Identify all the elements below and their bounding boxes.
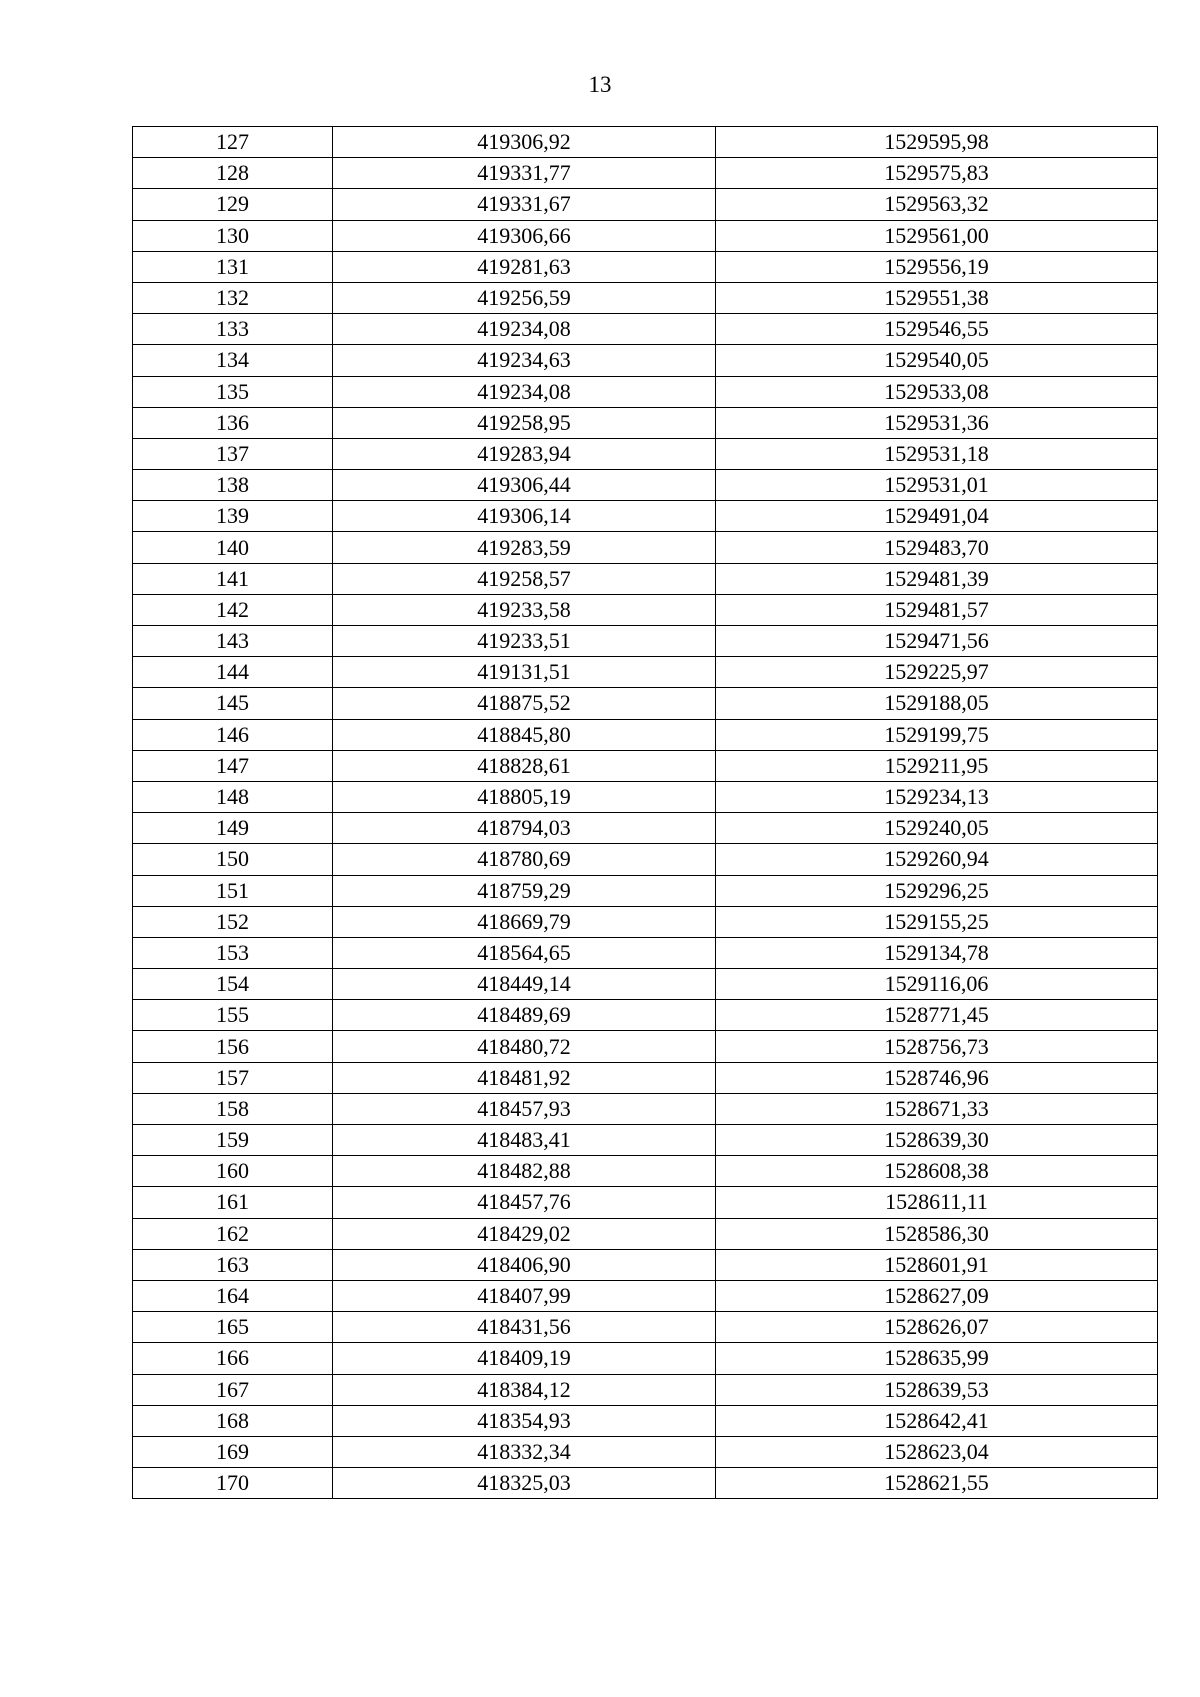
x-coordinate-cell: 419306,14 [333,501,716,532]
point-number-cell: 128 [133,158,333,189]
table-row [133,688,1158,719]
table-row [133,969,1158,1000]
point-number-cell: 165 [133,1312,333,1343]
y-coordinate-cell: 1529481,39 [716,563,1158,594]
y-coordinate-cell: 1528635,99 [716,1343,1158,1374]
x-coordinate-cell: 419234,08 [333,314,716,345]
y-coordinate-cell: 1529155,25 [716,906,1158,937]
point-number-cell: 153 [133,937,333,968]
x-coordinate-cell: 418564,65 [333,937,716,968]
y-coordinate-cell: 1529260,94 [716,844,1158,875]
point-number-cell: 162 [133,1218,333,1249]
coordinates-table [132,126,1158,1499]
x-coordinate-cell: 418669,79 [333,906,716,937]
y-coordinate-cell: 1528601,91 [716,1249,1158,1280]
x-coordinate-cell: 418845,80 [333,719,716,750]
y-coordinate-cell: 1529234,13 [716,781,1158,812]
table-row [133,657,1158,688]
table-row [133,1031,1158,1062]
y-coordinate-cell: 1529471,56 [716,626,1158,657]
y-coordinate-cell: 1529211,95 [716,750,1158,781]
table-row [133,1093,1158,1124]
point-number-cell: 132 [133,282,333,313]
table-row [133,750,1158,781]
x-coordinate-cell: 418482,88 [333,1156,716,1187]
x-coordinate-cell: 418480,72 [333,1031,716,1062]
x-coordinate-cell: 418457,93 [333,1093,716,1124]
x-coordinate-cell: 418431,56 [333,1312,716,1343]
point-number-cell: 139 [133,501,333,532]
point-number-cell: 148 [133,781,333,812]
point-number-cell: 157 [133,1062,333,1093]
y-coordinate-cell: 1529225,97 [716,657,1158,688]
y-coordinate-cell: 1529575,83 [716,158,1158,189]
x-coordinate-cell: 418384,12 [333,1374,716,1405]
x-coordinate-cell: 419283,59 [333,532,716,563]
x-coordinate-cell: 419306,66 [333,220,716,251]
y-coordinate-cell: 1529531,18 [716,438,1158,469]
y-coordinate-cell: 1529531,01 [716,470,1158,501]
table-row [133,719,1158,750]
point-number-cell: 166 [133,1343,333,1374]
point-number-cell: 170 [133,1468,333,1499]
y-coordinate-cell: 1528671,33 [716,1093,1158,1124]
point-number-cell: 159 [133,1125,333,1156]
table-row [133,407,1158,438]
point-number-cell: 135 [133,376,333,407]
table-row [133,626,1158,657]
x-coordinate-cell: 418332,34 [333,1436,716,1467]
table-row [133,1125,1158,1156]
page-number: 13 [588,72,612,97]
point-number-cell: 141 [133,563,333,594]
y-coordinate-cell: 1528771,45 [716,1000,1158,1031]
table-row [133,1249,1158,1280]
y-coordinate-cell: 1529533,08 [716,376,1158,407]
y-coordinate-cell: 1528608,38 [716,1156,1158,1187]
table-row [133,470,1158,501]
y-coordinate-cell: 1529116,06 [716,969,1158,1000]
x-coordinate-cell: 419283,94 [333,438,716,469]
x-coordinate-cell: 419131,51 [333,657,716,688]
table-row [133,282,1158,313]
x-coordinate-cell: 419256,59 [333,282,716,313]
table-row [133,1374,1158,1405]
point-number-cell: 136 [133,407,333,438]
point-number-cell: 168 [133,1405,333,1436]
point-number-cell: 129 [133,189,333,220]
table-row [133,1218,1158,1249]
point-number-cell: 167 [133,1374,333,1405]
y-coordinate-cell: 1528586,30 [716,1218,1158,1249]
y-coordinate-cell: 1528621,55 [716,1468,1158,1499]
y-coordinate-cell: 1529483,70 [716,532,1158,563]
y-coordinate-cell: 1528639,30 [716,1125,1158,1156]
x-coordinate-cell: 418354,93 [333,1405,716,1436]
table-row [133,1000,1158,1031]
table-row [133,1436,1158,1467]
x-coordinate-cell: 419234,08 [333,376,716,407]
table-row [133,345,1158,376]
y-coordinate-cell: 1528623,04 [716,1436,1158,1467]
x-coordinate-cell: 419258,95 [333,407,716,438]
x-coordinate-cell: 418483,41 [333,1125,716,1156]
table-row [133,1405,1158,1436]
point-number-cell: 147 [133,750,333,781]
y-coordinate-cell: 1529563,32 [716,189,1158,220]
point-number-cell: 138 [133,470,333,501]
table-row [133,127,1158,158]
x-coordinate-cell: 418780,69 [333,844,716,875]
table-row [133,1468,1158,1499]
table-row [133,1343,1158,1374]
x-coordinate-cell: 419331,67 [333,189,716,220]
y-coordinate-cell: 1529491,04 [716,501,1158,532]
y-coordinate-cell: 1529531,36 [716,407,1158,438]
x-coordinate-cell: 419233,51 [333,626,716,657]
table-row [133,1062,1158,1093]
table-row [133,532,1158,563]
point-number-cell: 130 [133,220,333,251]
y-coordinate-cell: 1529540,05 [716,345,1158,376]
x-coordinate-cell: 419233,58 [333,594,716,625]
y-coordinate-cell: 1529199,75 [716,719,1158,750]
point-number-cell: 142 [133,594,333,625]
x-coordinate-cell: 418481,92 [333,1062,716,1093]
x-coordinate-cell: 418794,03 [333,813,716,844]
x-coordinate-cell: 419234,63 [333,345,716,376]
point-number-cell: 169 [133,1436,333,1467]
point-number-cell: 152 [133,906,333,937]
table-row [133,875,1158,906]
table-row [133,158,1158,189]
point-number-cell: 156 [133,1031,333,1062]
table-row [133,376,1158,407]
y-coordinate-cell: 1529134,78 [716,937,1158,968]
x-coordinate-cell: 419306,44 [333,470,716,501]
x-coordinate-cell: 418805,19 [333,781,716,812]
table-row [133,1280,1158,1311]
y-coordinate-cell: 1529556,19 [716,251,1158,282]
y-coordinate-cell: 1528611,11 [716,1187,1158,1218]
table-row [133,781,1158,812]
point-number-cell: 150 [133,844,333,875]
y-coordinate-cell: 1528746,96 [716,1062,1158,1093]
point-number-cell: 131 [133,251,333,282]
y-coordinate-cell: 1529188,05 [716,688,1158,719]
table-row [133,937,1158,968]
y-coordinate-cell: 1529240,05 [716,813,1158,844]
point-number-cell: 133 [133,314,333,345]
point-number-cell: 164 [133,1280,333,1311]
y-coordinate-cell: 1529296,25 [716,875,1158,906]
table-row [133,314,1158,345]
y-coordinate-cell: 1529481,57 [716,594,1158,625]
x-coordinate-cell: 419306,92 [333,127,716,158]
x-coordinate-cell: 418409,19 [333,1343,716,1374]
y-coordinate-cell: 1528756,73 [716,1031,1158,1062]
point-number-cell: 161 [133,1187,333,1218]
table-row [133,563,1158,594]
table-row [133,1312,1158,1343]
point-number-cell: 154 [133,969,333,1000]
table-row [133,189,1158,220]
point-number-cell: 158 [133,1093,333,1124]
table-row [133,1187,1158,1218]
table-row [133,906,1158,937]
point-number-cell: 144 [133,657,333,688]
x-coordinate-cell: 419281,63 [333,251,716,282]
point-number-cell: 149 [133,813,333,844]
table-row [133,813,1158,844]
table-row [133,501,1158,532]
y-coordinate-cell: 1529595,98 [716,127,1158,158]
y-coordinate-cell: 1528642,41 [716,1405,1158,1436]
x-coordinate-cell: 418406,90 [333,1249,716,1280]
point-number-cell: 155 [133,1000,333,1031]
table-row [133,844,1158,875]
x-coordinate-cell: 418449,14 [333,969,716,1000]
point-number-cell: 140 [133,532,333,563]
table-row [133,220,1158,251]
y-coordinate-cell: 1528627,09 [716,1280,1158,1311]
x-coordinate-cell: 418489,69 [333,1000,716,1031]
table-row [133,438,1158,469]
x-coordinate-cell: 418457,76 [333,1187,716,1218]
y-coordinate-cell: 1529546,55 [716,314,1158,345]
point-number-cell: 134 [133,345,333,376]
x-coordinate-cell: 419258,57 [333,563,716,594]
x-coordinate-cell: 418828,61 [333,750,716,781]
table-row [133,1156,1158,1187]
table-row [133,251,1158,282]
x-coordinate-cell: 418875,52 [333,688,716,719]
x-coordinate-cell: 419331,77 [333,158,716,189]
x-coordinate-cell: 418429,02 [333,1218,716,1249]
y-coordinate-cell: 1529551,38 [716,282,1158,313]
point-number-cell: 160 [133,1156,333,1187]
point-number-cell: 146 [133,719,333,750]
point-number-cell: 143 [133,626,333,657]
coordinates-table-body [133,127,1158,1499]
y-coordinate-cell: 1528639,53 [716,1374,1158,1405]
point-number-cell: 151 [133,875,333,906]
x-coordinate-cell: 418759,29 [333,875,716,906]
point-number-cell: 127 [133,127,333,158]
point-number-cell: 137 [133,438,333,469]
point-number-cell: 163 [133,1249,333,1280]
y-coordinate-cell: 1528626,07 [716,1312,1158,1343]
x-coordinate-cell: 418325,03 [333,1468,716,1499]
y-coordinate-cell: 1529561,00 [716,220,1158,251]
table-row [133,594,1158,625]
x-coordinate-cell: 418407,99 [333,1280,716,1311]
point-number-cell: 145 [133,688,333,719]
